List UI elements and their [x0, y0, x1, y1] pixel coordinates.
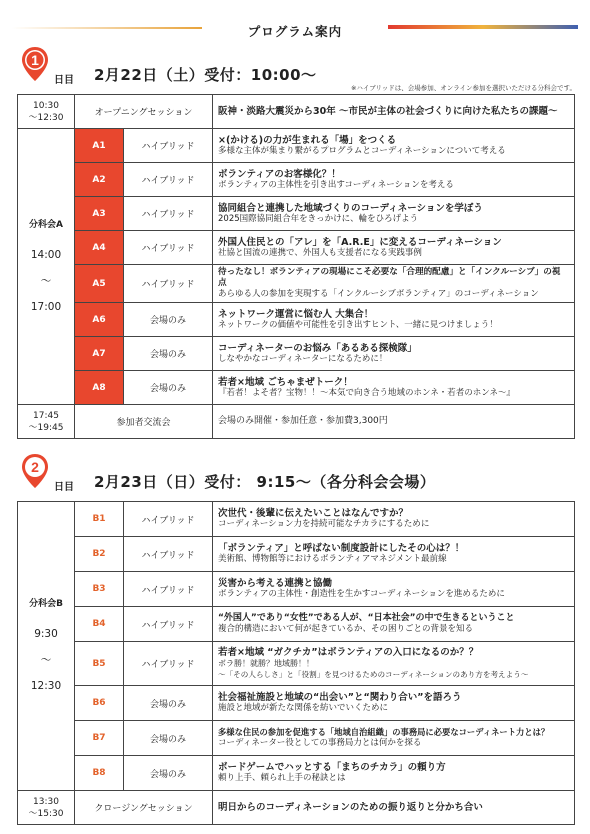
- table-row: [18, 607, 575, 642]
- session-a: 分科会A 14:00 〜 17:00: [18, 129, 75, 405]
- social-time: 17:45 〜19:45: [18, 405, 75, 439]
- closing-title: 明日からのコーディネーションのための振り返りと分かち合い: [213, 791, 575, 825]
- session-mode: ハイブリッド: [124, 265, 213, 303]
- map-pin-icon: [20, 46, 50, 82]
- session-b: 分科会B 9:30 〜 12:30: [18, 502, 75, 791]
- social-label: 参加者交流会: [75, 405, 213, 439]
- session-code: A2: [75, 163, 124, 197]
- session-desc: コーディネーターのお悩み「あるある探検隊」 しなやかなコーディネーターになるために！: [213, 337, 575, 371]
- table-row: [18, 163, 575, 197]
- day1-number: 1: [31, 52, 39, 68]
- opening-title: 阪神・淡路大震災から30年 〜市民が主体の社会づくりに向けた私たちの課題〜: [213, 95, 575, 129]
- session-mode: ハイブリッド: [124, 502, 213, 537]
- session-mode: ハイブリッド: [124, 231, 213, 265]
- session-desc: 若者×地域 ごちゃまぜトーク！ 『若者！よそ者？宝物！！〜本気で向き合う地域のホンネ・若者のホンネ〜』: [213, 371, 575, 405]
- day1-schedule-table: [17, 94, 575, 439]
- table-row: [18, 686, 575, 721]
- opening-row: [18, 95, 575, 129]
- hybrid-note: ※ハイブリッドは、会場参加、オンライン参加を選択いただける分科会です。: [350, 84, 576, 92]
- session-desc: 若者×地域 “ガクチカ”はボランティアの入口になるのか？？ ボラ勝！就勝？地域勝！！ 〜「その人らしさ」と「役割」を見つけるためのコーディネーションのあり方を考えよう〜: [213, 642, 575, 686]
- session-code: B4: [75, 607, 124, 642]
- session-mode: ハイブリッド: [124, 642, 213, 686]
- session-code: A7: [75, 337, 124, 371]
- table-row: [18, 337, 575, 371]
- day2-schedule-table: [17, 501, 575, 825]
- session-mode: ハイブリッド: [124, 572, 213, 607]
- table-row: [18, 303, 575, 337]
- session-code: B7: [75, 721, 124, 756]
- session-desc: ボランティアのお客様化？！ ボランティアの主体性を引き出すコーディネーションを考える: [213, 163, 575, 197]
- table-row: [18, 642, 575, 686]
- closing-label: クロージングセッション: [75, 791, 213, 825]
- session-desc: “外国人”であり“女性”である人が、“日本社会”の中で生きるということ 複合的構造において何が起きているか、その困りごとの背景を知る: [213, 607, 575, 642]
- map-pin-icon: [20, 453, 50, 489]
- session-code: B2: [75, 537, 124, 572]
- session-mode: ハイブリッド: [124, 129, 213, 163]
- session-code: B6: [75, 686, 124, 721]
- session-mode: 会場のみ: [124, 721, 213, 756]
- session-code: A6: [75, 303, 124, 337]
- session-mode: 会場のみ: [124, 686, 213, 721]
- session-desc: 「ボランティア」と呼ばない制度設計にしたその心は？！ 美術館、博物館等におけるボランティアマネジメント最前線: [213, 537, 575, 572]
- session-mode: ハイブリッド: [124, 537, 213, 572]
- session-code: A1: [75, 129, 124, 163]
- social-row: [18, 405, 575, 439]
- session-desc: ボードゲームでハッとする「まちのチカラ」の頼り方 頼り上手、頼られ上手の秘訣とは: [213, 756, 575, 791]
- session-code: A5: [75, 265, 124, 303]
- session-code: B8: [75, 756, 124, 791]
- closing-row: [18, 791, 575, 825]
- session-code: B5: [75, 642, 124, 686]
- table-row: [18, 502, 575, 537]
- session-desc: ×(かける)の力が生まれる「場」をつくる 多様な主体が集まり繋がるプログラムとコーディネーションについて考える: [213, 129, 575, 163]
- table-row: [18, 537, 575, 572]
- table-row: [18, 265, 575, 303]
- session-desc: 協同組合と連携した地域づくりのコーディネーションを学ぼう 2025国際協同組合年をきっかけに、輪をひろげよう: [213, 197, 575, 231]
- session-code: B3: [75, 572, 124, 607]
- session-mode: 会場のみ: [124, 337, 213, 371]
- opening-label: オープニングセッション: [75, 95, 213, 129]
- social-title: 会場のみ開催・参加任意・参加費3,300円: [213, 405, 575, 439]
- session-desc: 災害から考える連携と協働 ボランティアの主体性・創造性を生かすコーディネーションを進めるために: [213, 572, 575, 607]
- page-title: プログラム案内: [247, 24, 343, 39]
- session-desc: 次世代・後輩に伝えたいことはなんですか？ コーディネーション力を持続可能なチカラにするために: [213, 502, 575, 537]
- session-desc: 多様な住民の参加を促進する「地域自治組織」の事務局に必要なコーディネート力とは？ コーディネーター役としての事務局力とは何かを探る: [213, 721, 575, 756]
- session-mode: ハイブリッド: [124, 197, 213, 231]
- session-desc: ネットワーク運営に悩む人 大集合！ ネットワークの価値や可能性を引き出すヒント、一緒に見つけましょう！: [213, 303, 575, 337]
- session-code: A4: [75, 231, 124, 265]
- session-code: A3: [75, 197, 124, 231]
- session-desc: 待ったなし！ボランティアの現場にこそ必要な「合理的配慮」と「インクルーシブ」の視点 あらゆる人の参加を実現する「インクルーシブボランティア」のコーディネーション: [213, 265, 575, 303]
- session-mode: ハイブリッド: [124, 607, 213, 642]
- day1-heading: 2月22日（土）受付：10:00〜: [94, 66, 317, 84]
- session-code: A8: [75, 371, 124, 405]
- day2-label: 日目: [54, 482, 74, 493]
- session-desc: 社会福祉施設と地域の“出会い”と“関わり合い”を語ろう 施設と地域が新たな関係を紡いでいくために: [213, 686, 575, 721]
- session-desc: 外国人住民との「アレ」を「A.R.E」に変えるコーディネーション 社協と国流の連携で、外国人も支援者になる実践事例: [213, 231, 575, 265]
- closing-time: 13:30 〜15:30: [18, 791, 75, 825]
- opening-time: 10:30 〜12:30: [18, 95, 75, 129]
- session-mode: ハイブリッド: [124, 163, 213, 197]
- table-row: [18, 197, 575, 231]
- table-row: [18, 756, 575, 791]
- session-mode: 会場のみ: [124, 756, 213, 791]
- table-row: [18, 129, 575, 163]
- session-mode: 会場のみ: [124, 371, 213, 405]
- table-row: [18, 721, 575, 756]
- session-code: B1: [75, 502, 124, 537]
- table-row: [18, 572, 575, 607]
- day2-number: 2: [31, 459, 39, 475]
- session-mode: 会場のみ: [124, 303, 213, 337]
- table-row: [18, 371, 575, 405]
- day2-heading: 2月23日（日）受付： 9:15〜（各分科会会場）: [94, 473, 436, 491]
- day1-label: 日目: [54, 75, 74, 86]
- table-row: [18, 231, 575, 265]
